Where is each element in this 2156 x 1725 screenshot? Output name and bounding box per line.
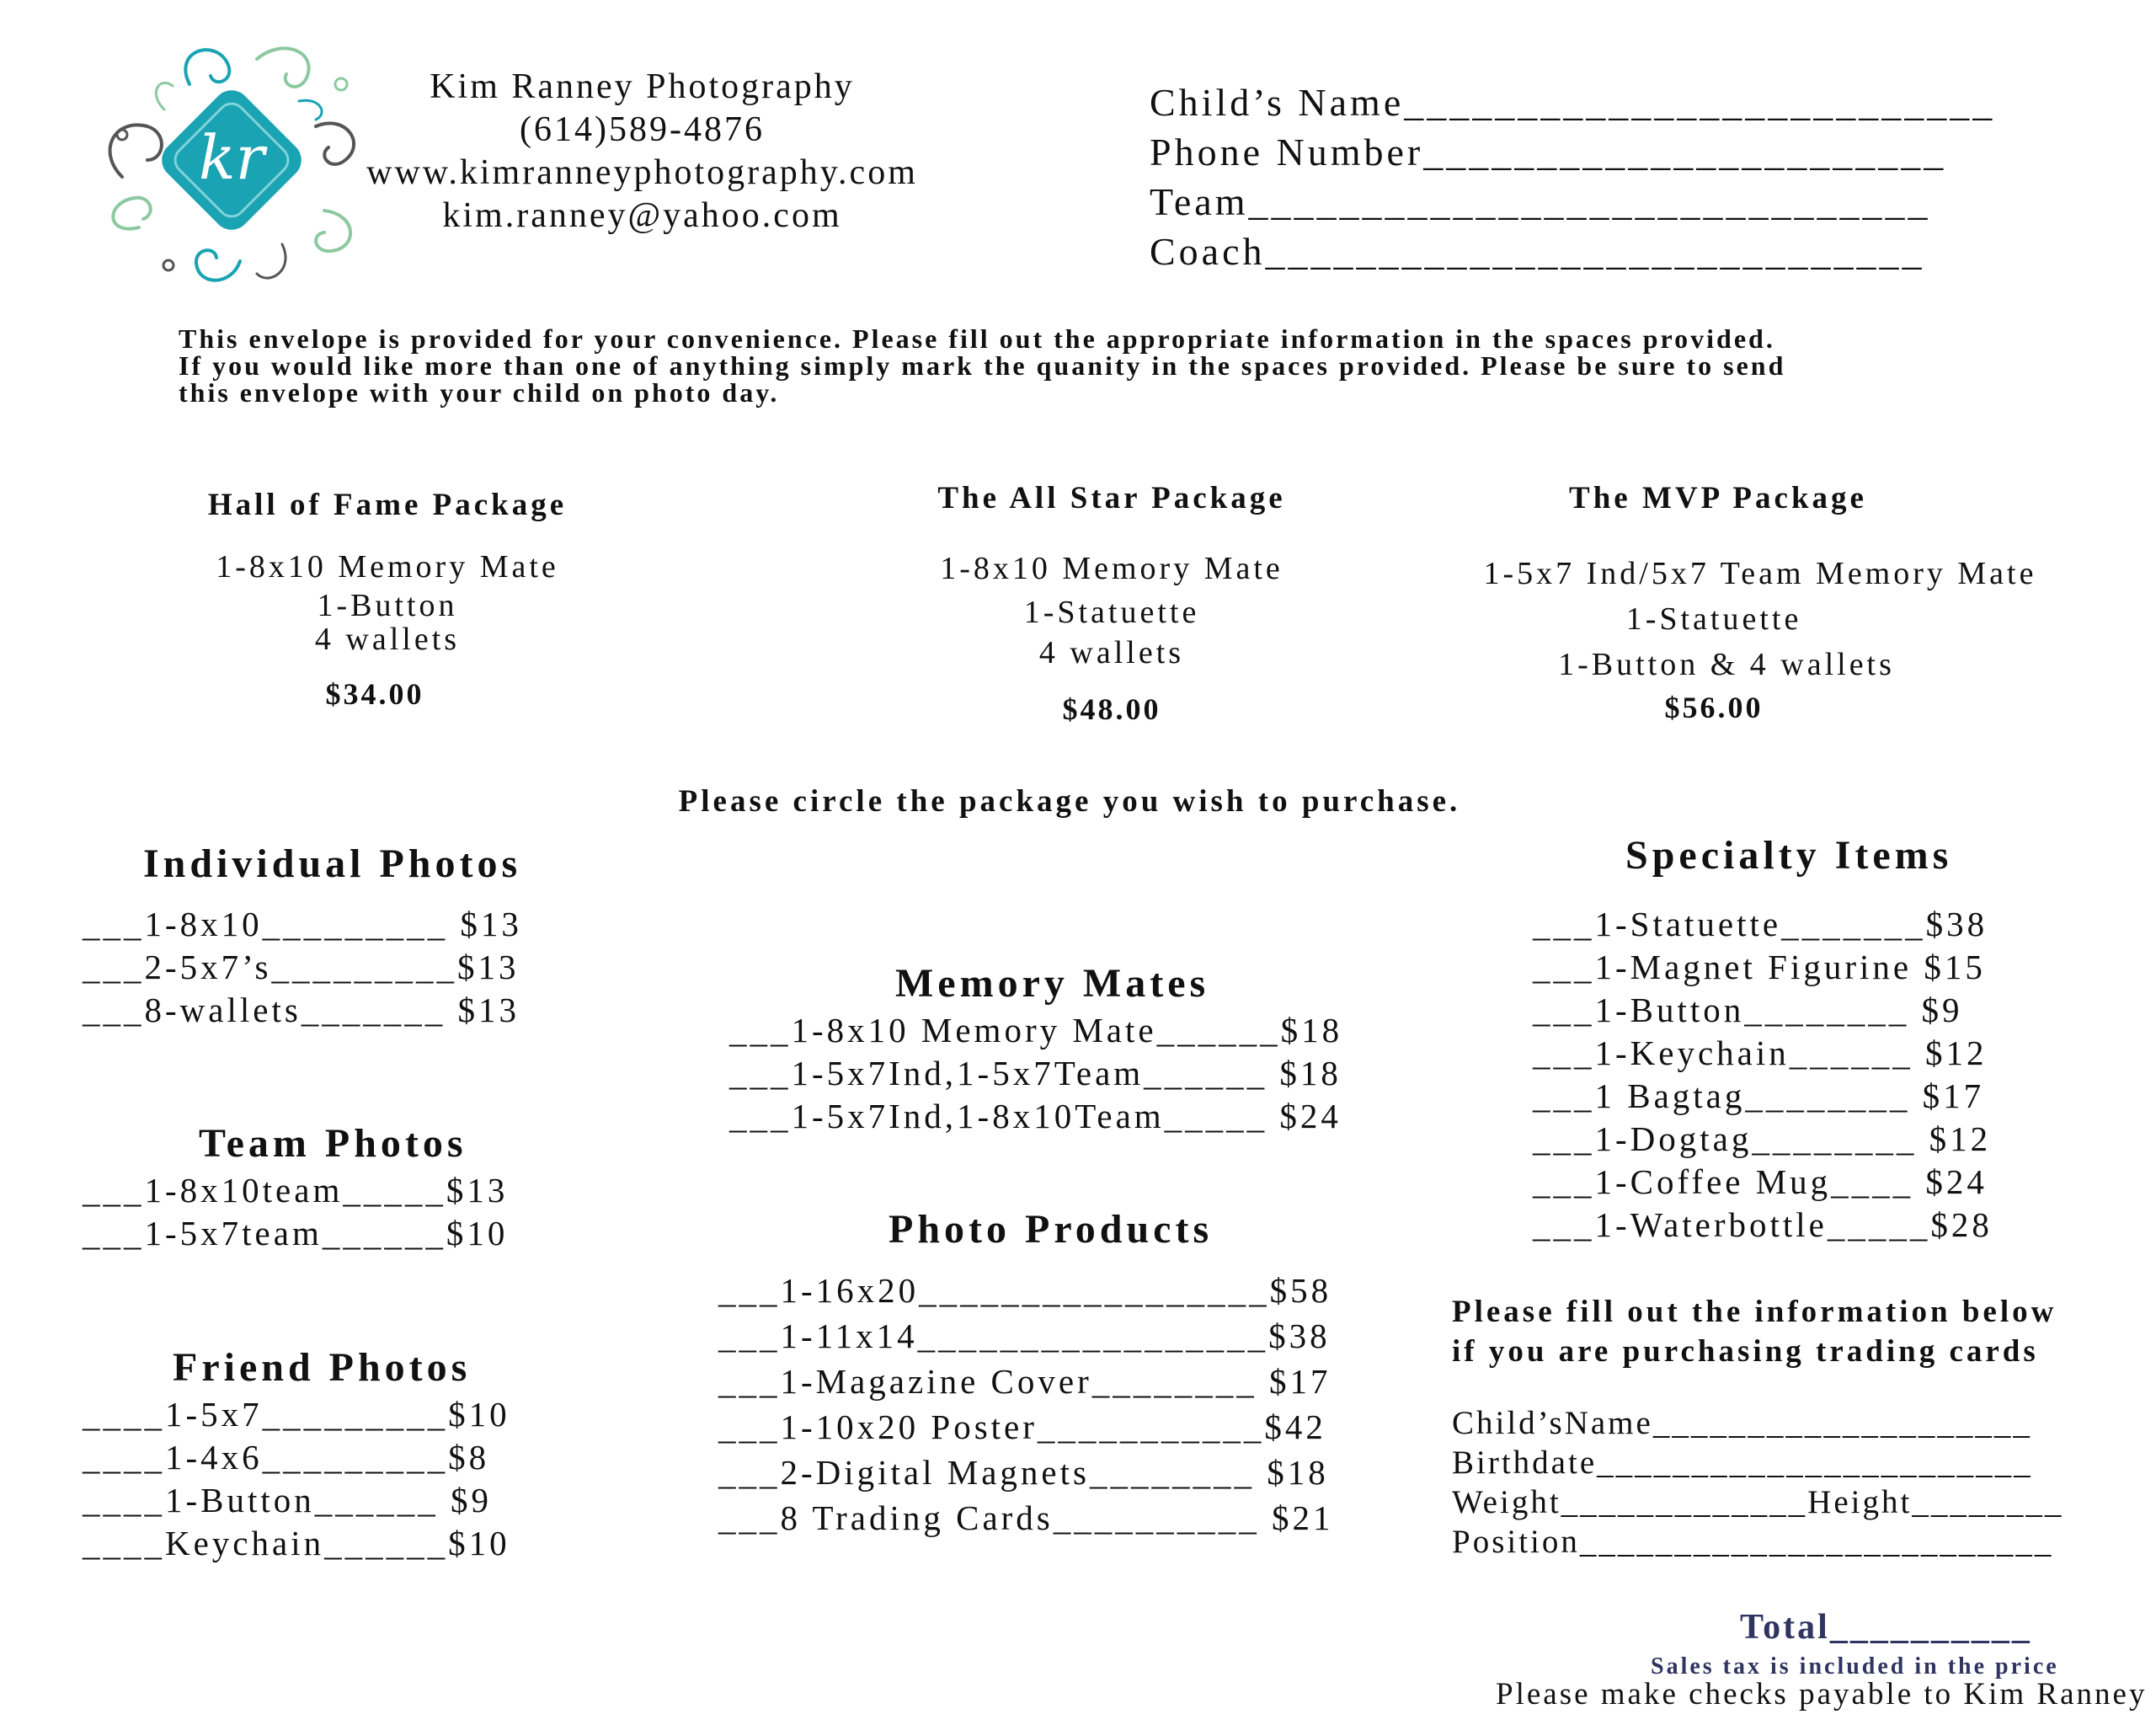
friend-photos-list — [83, 1393, 510, 1565]
total-field[interactable]: Total__________ — [1740, 1608, 2032, 1647]
studio-phone: (614)589-4876 — [520, 110, 765, 149]
package-hall-of-fame[interactable] — [168, 487, 606, 712]
team-field[interactable]: Team______________________________ — [1150, 180, 1931, 223]
order-line[interactable]: ___1-10x20 Poster___________$42 — [718, 1407, 1326, 1446]
intro-line: this envelope with your child on photo day. — [179, 377, 780, 408]
package-item: 1-8x10 Memory Mate — [940, 551, 1283, 586]
order-line[interactable]: ___1-8x10team_____$13 — [83, 1171, 509, 1210]
package-title: The MVP Package — [1569, 481, 1867, 515]
order-line[interactable]: ___2-Digital Magnets________ $18 — [718, 1453, 1329, 1492]
tc-position-field[interactable]: Position_________________________ — [1452, 1524, 2054, 1560]
order-line[interactable]: ___1-11x14_________________$38 — [718, 1316, 1331, 1355]
package-all-star[interactable] — [884, 480, 1339, 727]
package-item: 1-Button — [317, 588, 458, 623]
order-line[interactable]: ___1-5x7Ind,1-8x10Team_____ $24 — [729, 1097, 1342, 1135]
order-line[interactable]: ____1-5x7_________$10 — [83, 1395, 510, 1434]
order-line[interactable]: ___8 Trading Cards__________ $21 — [718, 1498, 1334, 1537]
trading-cards-form — [1452, 1403, 2063, 1562]
intro-paragraph — [179, 325, 2057, 406]
memory-mates-heading: Memory Mates — [895, 961, 1210, 1006]
order-line[interactable]: ___1-Button________ $9 — [1533, 991, 1963, 1029]
studio-name: Kim Ranney Photography — [430, 67, 855, 106]
studio-website: www.kimranneyphotography.com — [366, 153, 918, 192]
package-mvp[interactable] — [1457, 480, 2063, 725]
order-line[interactable]: ____1-4x6_________$8 — [83, 1438, 490, 1477]
package-title: Hall of Fame Package — [207, 488, 568, 522]
team-photos-heading: Team Photos — [199, 1121, 467, 1166]
package-price: $48.00 — [1062, 692, 1161, 726]
team-photos-list — [83, 1169, 508, 1255]
trading-cards-note-line: if you are purchasing trading cards — [1452, 1334, 2039, 1369]
sales-tax-note: Sales tax is included in the price — [1651, 1653, 2059, 1680]
order-line[interactable]: ___1-5x7Ind,1-5x7Team______ $18 — [729, 1054, 1342, 1092]
specialty-items-list — [1533, 903, 1993, 1247]
tc-birthdate-field[interactable]: Birthdate_______________________ — [1452, 1445, 2033, 1481]
order-line[interactable]: ___1-5x7team______$10 — [83, 1214, 509, 1252]
coach-field[interactable]: Coach_____________________________ — [1150, 230, 1925, 273]
package-item: 4 wallets — [314, 622, 461, 657]
childs-name-field[interactable]: Child’s Name__________________________ — [1150, 81, 1996, 124]
tc-weight-height-field[interactable]: Weight_____________Height________ — [1452, 1484, 2064, 1520]
order-line[interactable]: ___1-Waterbottle_____$28 — [1533, 1205, 1993, 1244]
individual-photos-list — [83, 903, 522, 1032]
package-item: 1-Statuette — [1023, 595, 1200, 630]
order-line[interactable]: ___1-Statuette_______$38 — [1533, 905, 1988, 943]
package-title: The All Star Package — [937, 481, 1286, 515]
order-line[interactable]: ___1-Dogtag________ $12 — [1533, 1119, 1992, 1158]
order-line[interactable]: ___1-8x10 Memory Mate______$18 — [729, 1011, 1343, 1049]
memory-mates-list — [729, 1009, 1342, 1138]
order-line[interactable]: ___1-Keychain______ $12 — [1533, 1033, 1988, 1072]
child-info-form — [1150, 77, 1995, 276]
order-line[interactable]: ___1-Coffee Mug____ $24 — [1533, 1162, 1988, 1201]
package-price: $34.00 — [325, 677, 424, 711]
circle-package-note: Please circle the package you wish to purchase. — [678, 784, 1461, 819]
photo-products-heading: Photo Products — [889, 1207, 1214, 1252]
individual-photos-heading: Individual Photos — [143, 841, 522, 886]
package-item: 1-8x10 Memory Mate — [216, 549, 559, 585]
intro-line: If you would like more than one of anything simply mark the quanity in the spaces provided. Please be sure to send — [179, 350, 1786, 381]
order-line[interactable]: ___1-8x10_________ $13 — [83, 905, 522, 943]
package-item: 1-Button & 4 wallets — [1558, 647, 1895, 682]
intro-line: This envelope is provided for your convenience. Please fill out the appropriate information in the spaces provided. — [179, 323, 1775, 354]
photo-products-list — [718, 1268, 1334, 1541]
order-line[interactable]: ___8-wallets_______ $13 — [83, 991, 520, 1029]
order-line[interactable]: ___1 Bagtag________ $17 — [1533, 1076, 1985, 1115]
order-line[interactable]: ____1-Button______ $9 — [83, 1481, 493, 1519]
package-price: $56.00 — [1664, 691, 1764, 724]
package-item: 1-5x7 Ind/5x7 Team Memory Mate — [1483, 556, 2037, 591]
phone-number-field[interactable]: Phone Number_______________________ — [1150, 131, 1947, 174]
order-line[interactable]: ____Keychain______$10 — [83, 1524, 510, 1562]
order-line[interactable]: ___1-16x20_________________$58 — [718, 1271, 1332, 1310]
tc-childs-name-field[interactable]: Child’sName____________________ — [1452, 1405, 2032, 1441]
studio-contact — [337, 66, 947, 238]
order-line[interactable]: ___1-Magazine Cover________ $17 — [718, 1362, 1331, 1401]
specialty-items-heading: Specialty Items — [1625, 833, 1953, 878]
trading-cards-note-line: Please fill out the information below — [1452, 1295, 2057, 1329]
friend-photos-heading: Friend Photos — [173, 1345, 472, 1390]
package-item: 1-Statuette — [1625, 601, 1802, 637]
order-line[interactable]: ___2-5x7’s_________$13 — [83, 948, 520, 986]
kr-monogram-logo — [88, 34, 379, 291]
checks-payable-note: Please make checks payable to Kim Ranney — [1496, 1677, 2148, 1712]
order-line[interactable]: ___1-Magnet Figurine $15 — [1533, 948, 1986, 986]
studio-email: kim.ranney@yahoo.com — [442, 196, 842, 235]
logo-swirls — [88, 34, 379, 291]
package-item: 4 wallets — [1038, 635, 1185, 670]
trading-cards-note — [1452, 1292, 2057, 1371]
logo-monogram: kr — [198, 122, 265, 193]
